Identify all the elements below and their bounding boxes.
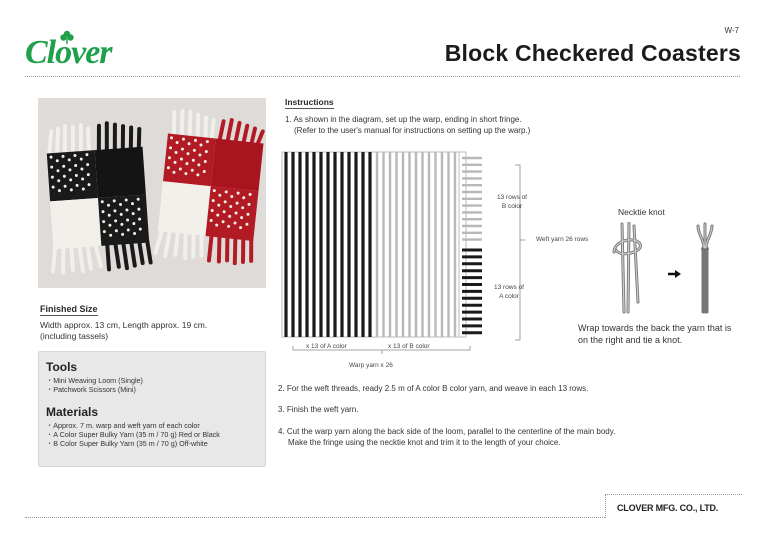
materials-heading: Materials [46,405,99,419]
page-title: Block Checkered Coasters [444,40,741,66]
footer-divider [25,517,605,518]
step-1-line1: 1. As shown in the diagram, set up the warp, ending in short fringe. [285,115,522,124]
pattern-code: W-7 [724,26,739,35]
knot-title: Necktie knot [618,207,665,217]
weft-a-label-line2: A color [499,293,519,300]
warp-b-label: x 13 of B color [388,343,430,350]
material-item: ・Approx. 7 m. warp and weft yarn of each color [46,421,200,430]
warp-a-label: x 13 of A color [306,343,347,350]
warp-total-label: Warp yarn x 26 [349,362,393,369]
weft-a-label [484,283,534,301]
material-item: ・A Color Super Bulky Yarn (35 m / 70 g) Red or Black [46,430,220,439]
knot-caption-line2: on the right and tie a knot. [578,335,683,345]
step-1 [285,114,530,136]
tool-item: ・Patchwork Scissors (Mini) [46,385,136,394]
weft-b-label [487,193,537,211]
step-4-line1: 4. Cut the warp yarn along the back side of the loom, parallel to the centerline of the main body. [278,427,616,436]
step-1-line2: (Refer to the user's manual for instructions on setting up the warp.) [294,126,531,135]
header-divider [25,76,740,77]
knot-caption [578,322,768,346]
coasters-photo [38,98,266,288]
weft-a-label-line1: 13 rows of [494,284,524,291]
step-3: 3. Finish the weft yarn. [278,405,359,414]
weft-b-label-line2: B color [501,203,523,210]
step-4 [278,426,615,448]
tools-materials-box [38,351,266,467]
tools-heading: Tools [46,360,78,374]
brand-name: Clover [25,34,112,71]
clover-logo [25,28,135,71]
weft-b-label-line1: 13 rows of [497,194,527,201]
instructions-heading: Instructions [285,97,334,107]
company-name: CLOVER MFG. CO., LTD. [617,503,719,513]
finished-size-text [40,320,207,342]
step-2: 2. For the weft threads, ready 2.5 m of A color B color yarn, and weave in each 13 rows. [278,384,589,393]
company-box-top-rule [605,494,742,495]
arrow-right-icon [668,270,681,278]
materials-list [46,421,220,448]
step-4-line2: Make the fringe using the necktie knot and trim it to the length of your choice. [288,438,561,447]
finished-size-line2: (including tassels) [40,331,109,341]
tools-list [46,376,143,394]
weft-total-label: Weft yarn 26 rows [536,236,589,243]
tool-item: ・Mini Weaving Loom (Single) [46,376,143,385]
company-box-left-rule [605,494,606,518]
necktie-knot-illustration [610,222,720,317]
finished-size-heading: Finished Size [40,304,98,314]
knot-caption-line1: Wrap towards the back the yarn that is [578,323,732,333]
finished-size-line1: Width approx. 13 cm, Length approx. 19 cm. [40,320,208,330]
material-item: ・B Color Super Bulky Yarn (35 m / 70 g) Off-white [46,439,208,448]
